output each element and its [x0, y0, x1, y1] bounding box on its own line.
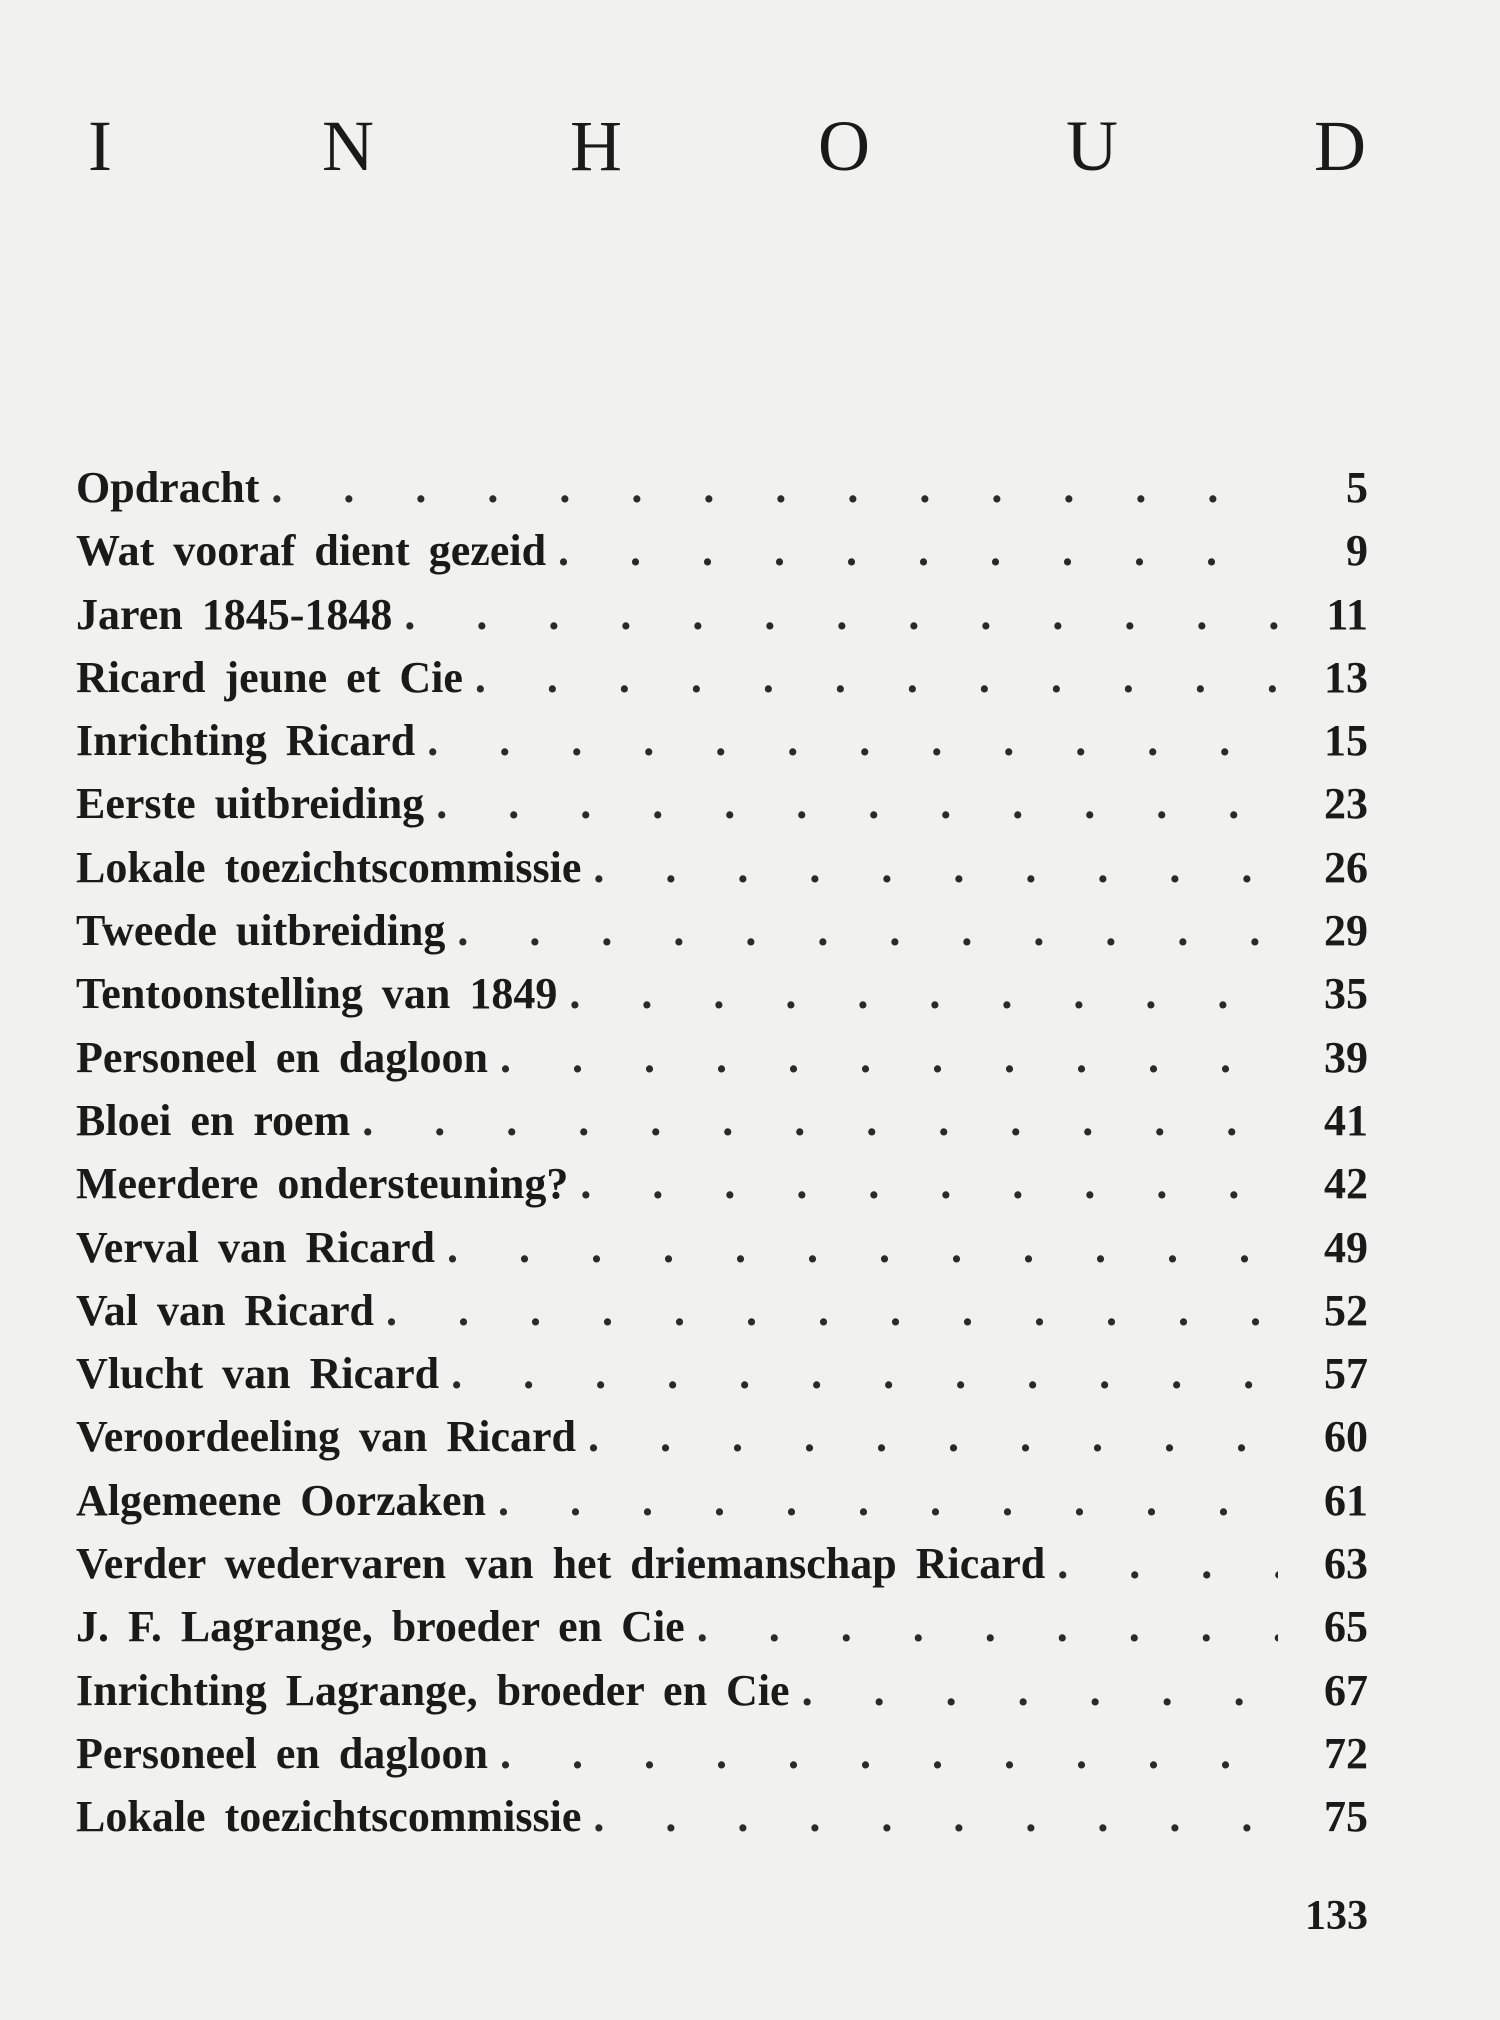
title-letter: U [1066, 106, 1118, 186]
toc-entry-title: Inrichting Lagrange, broeder en Cie [76, 1665, 790, 1715]
toc-entry-page: 5 [1346, 463, 1368, 512]
toc-entry [76, 1791, 1368, 1854]
table-of-contents [76, 462, 1368, 1855]
dot-leader [588, 1411, 1278, 1462]
toc-entry-title: Personeel en dagloon [76, 1728, 488, 1778]
page-title [70, 105, 1370, 188]
toc-entry-page: 65 [1324, 1602, 1368, 1652]
dot-leader [447, 1222, 1278, 1273]
dot-leader [558, 525, 1278, 576]
toc-entry [76, 1601, 1368, 1664]
dot-leader [500, 1032, 1278, 1083]
dot-leader [498, 1475, 1278, 1526]
toc-entry [76, 1475, 1368, 1538]
toc-entry [76, 1411, 1368, 1474]
toc-entry [76, 1095, 1368, 1158]
toc-entry-page: 41 [1324, 1095, 1368, 1145]
toc-entry-title: Personeel en dagloon [76, 1032, 488, 1082]
toc-entry-title: Bloei en roem [76, 1095, 351, 1145]
toc-entry-page: 13 [1324, 652, 1368, 702]
toc-entry-title: Lokale toezichtscommissie [76, 1792, 582, 1842]
toc-entry-title: Ricard jeune et Cie [76, 652, 463, 702]
toc-entry-page: 49 [1324, 1222, 1368, 1272]
toc-entry-title: Tentoonstelling van 1849 [76, 969, 558, 1019]
toc-entry-page: 72 [1324, 1728, 1368, 1778]
title-letter: O [818, 106, 870, 186]
toc-entry [76, 1538, 1368, 1601]
toc-entry-page: 57 [1324, 1349, 1368, 1399]
toc-entry-page: 29 [1324, 906, 1368, 956]
dot-leader [593, 842, 1278, 893]
toc-entry [76, 842, 1368, 905]
toc-entry-page: 75 [1324, 1792, 1368, 1842]
dot-leader [451, 1348, 1278, 1399]
dot-leader [697, 1601, 1278, 1652]
toc-entry [76, 968, 1368, 1031]
dot-leader [593, 1791, 1278, 1842]
title-letter: I [88, 106, 112, 186]
dot-leader [386, 1285, 1278, 1336]
toc-entry [76, 1348, 1368, 1411]
dot-leader [271, 462, 1278, 513]
dot-leader [500, 1728, 1278, 1779]
toc-entry-title: Vlucht van Ricard [76, 1349, 440, 1399]
toc-entry-page: 39 [1324, 1032, 1368, 1082]
toc-entry [76, 1285, 1368, 1348]
dot-leader [569, 968, 1278, 1019]
toc-entry-page: 60 [1324, 1412, 1368, 1462]
toc-entry [76, 905, 1368, 968]
toc-entry [76, 462, 1368, 525]
toc-entry-page: 11 [1326, 589, 1368, 639]
toc-entry-title: Jaren 1845-1848 [76, 589, 393, 639]
toc-entry-title: Wat vooraf dient gezeid [76, 526, 547, 576]
toc-entry [76, 525, 1368, 588]
toc-entry [76, 1222, 1368, 1285]
toc-entry-title: Verval van Ricard [76, 1222, 436, 1272]
toc-entry [76, 1032, 1368, 1095]
toc-entry-title: Eerste uitbreiding [76, 779, 425, 829]
toc-entry-page: 35 [1324, 969, 1368, 1019]
toc-entry-title: Opdracht [76, 463, 260, 512]
toc-entry-page: 23 [1324, 779, 1368, 829]
toc-entry [76, 1665, 1368, 1728]
toc-entry [76, 715, 1368, 778]
toc-entry-page: 42 [1324, 1159, 1368, 1209]
toc-entry-title: J. F. Lagrange, broeder en Cie [76, 1602, 685, 1652]
dot-leader [404, 589, 1278, 640]
toc-entry-title: Lokale toezichtscommissie [76, 842, 582, 892]
toc-entry-title: Val van Ricard [76, 1285, 374, 1335]
page-number: 133 [1305, 1893, 1368, 1939]
dot-leader [475, 652, 1278, 703]
toc-entry-title: Meerdere ondersteuning? [76, 1159, 569, 1209]
dot-leader [1057, 1538, 1278, 1589]
toc-entry-page: 26 [1324, 842, 1368, 892]
toc-entry-page: 52 [1324, 1285, 1368, 1335]
toc-entry-title: Tweede uitbreiding [76, 906, 446, 956]
toc-entry-page: 61 [1324, 1475, 1368, 1525]
dot-leader [427, 715, 1278, 766]
toc-entry [76, 1158, 1368, 1221]
title-letter: N [322, 106, 374, 186]
dot-leader [436, 778, 1278, 829]
dot-leader [362, 1095, 1278, 1146]
toc-entry-page: 63 [1324, 1539, 1368, 1589]
toc-entry [76, 1728, 1368, 1791]
toc-entry-page: 15 [1324, 716, 1368, 766]
dot-leader [802, 1665, 1278, 1716]
toc-entry-page: 67 [1324, 1665, 1368, 1715]
toc-entry [76, 778, 1368, 841]
toc-entry-page: 9 [1346, 526, 1368, 576]
title-letter: D [1314, 106, 1366, 186]
dot-leader [457, 905, 1278, 956]
toc-entry [76, 652, 1368, 715]
dot-leader [580, 1158, 1278, 1209]
toc-entry-title: Inrichting Ricard [76, 716, 416, 766]
title-letter: H [570, 106, 622, 186]
toc-entry-title: Veroordeeling van Ricard [76, 1412, 576, 1462]
toc-entry [76, 589, 1368, 652]
toc-entry-title: Verder wedervaren van het driemanschap Ricard [76, 1539, 1046, 1589]
toc-entry-title: Algemeene Oorzaken [76, 1475, 486, 1525]
